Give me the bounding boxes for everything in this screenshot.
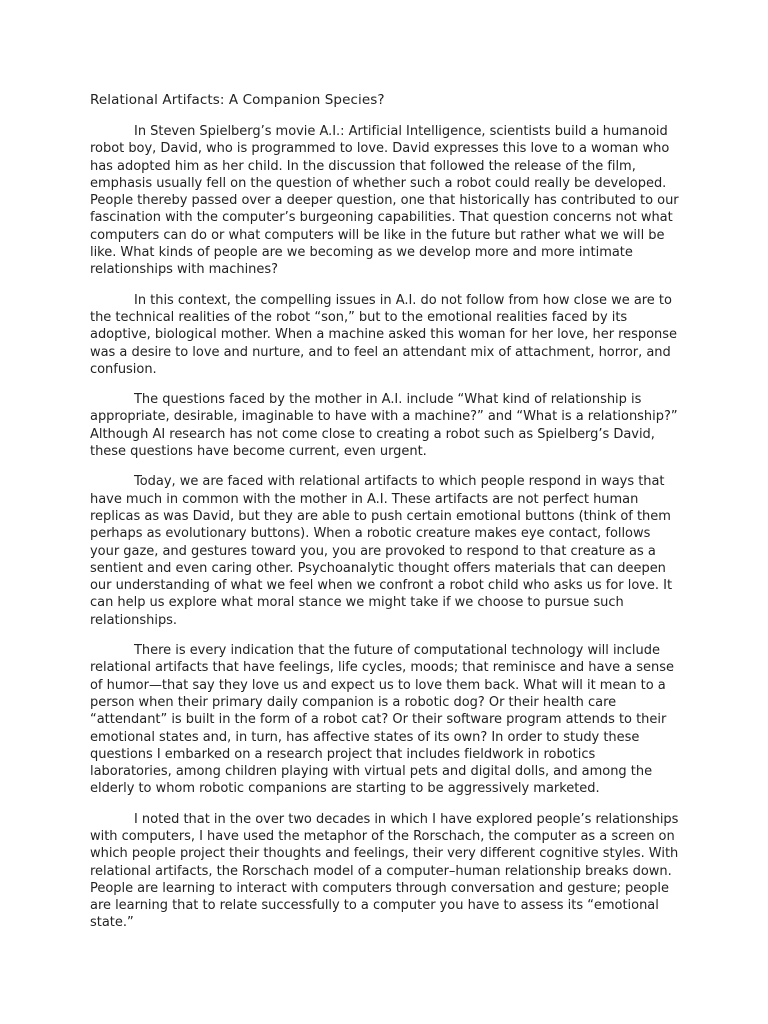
paragraph-6: I noted that in the over two decades in which I have explored people’s relationships with computers, I have used the metaphor of the Rorschach, the computer as a screen on which people project their thoughts and feelings, their very different cognitive styles. With relational artifacts, the Rorschach model of a computer–human relationship breaks down. People are learning to interact with computers through conversation and gesture; people are learning that to relate successfully to a computer you have to assess its “emotional state.” — [90, 811, 679, 931]
paragraph-4: Today, we are faced with relational artifacts to which people respond in ways that have much in common with the mother in A.I. These artifacts are not perfect human replicas as was David, but they are able to push certain emotional buttons (think of them perhaps as evolutionary buttons). When a robotic creature makes eye contact, follows your gaze, and gestures toward you, you are provoked to respond to that creature as a sentient and even caring other. Psychoanalytic thought offers materials that can deepen our understanding of what we feel when we confront a robot child who asks us for love. It can help us explore what moral stance we might take if we choose to pursue such relationships. — [90, 474, 673, 628]
paragraph-5: There is every indication that the future of computational technology will include relational artifacts that have feelings, life cycles, moods; that reminisce and have a sense of humor—that say they love us and expect us to love them back. What will it mean to a person when their primary daily companion is a robotic dog? Or their health care “attendant” is built in the form of a robot cat? Or their software program attends to their emotional states and, in turn, has affective states of its own? In order to study these questions I embarked on a research project that includes fieldwork in robotics laboratories, among children playing with virtual pets and digital dolls, and among the elderly to whom robotic companions are starting to be aggressively marketed. — [90, 643, 674, 797]
paragraph-3: The questions faced by the mother in A.I. include “What kind of relationship is appropriate, desirable, imaginable to have with a machine?” and “What is a relationship?” Although AI research has not come close to creating a robot such as Spielberg’s David, these questions have become current, even urgent. — [90, 392, 678, 460]
paragraph-2: In this context, the compelling issues in A.I. do not follow from how close we are to the technical realities of the robot “son,” but to the emotional realities faced by its adoptive, biological mother. When a machine asked this woman for her love, her response was a desire to love and nurture, and to feel an attendant mix of attachment, horror, and confusion. — [90, 292, 678, 377]
document-title: Relational Artifacts: A Companion Species? — [90, 92, 385, 108]
document-body — [90, 92, 680, 945]
paragraph-1: In Steven Spielberg’s movie A.I.: Artificial Intelligence, scientists build a humanoid robot boy, David, who is programmed to love. David expresses this love to a woman who has adopted him as her child. In the discussion that followed the release of the film, emphasis usually fell on the question of whether such a robot could really be developed. People thereby passed over a deeper question, one that historically has contributed to our fascination with the computer’s burgeoning capabilities. That question concerns not what computers can do or what computers will be like in the future but rather what we will be like. What kinds of people are we becoming as we develop more and more intimate relationships with machines? — [90, 124, 679, 278]
